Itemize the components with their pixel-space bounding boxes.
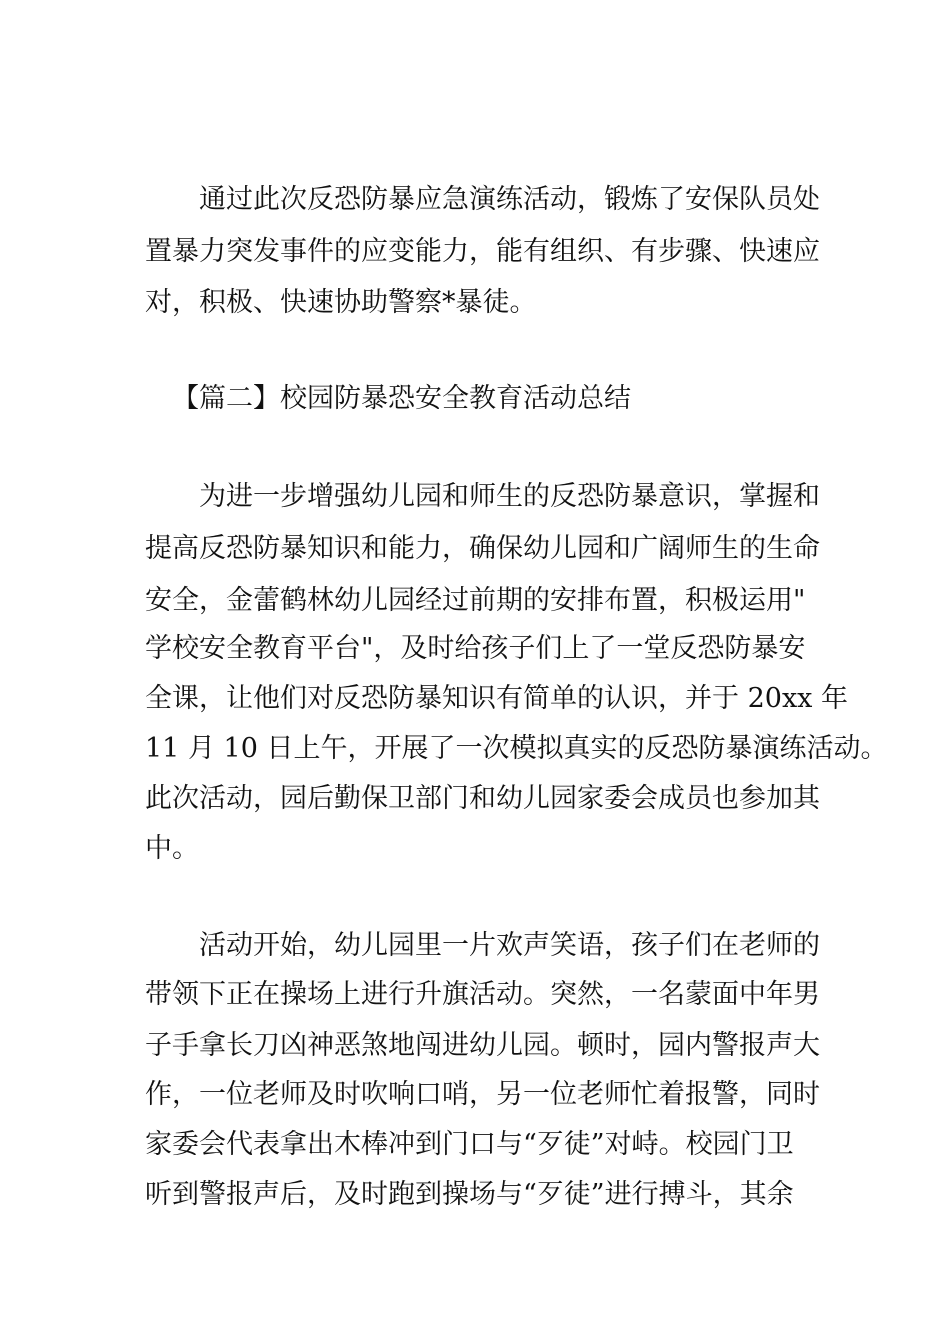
- paragraph-2-line-1: 为进一步增强幼儿园和师生的反恐防暴意识，掌握和: [199, 481, 820, 512]
- paragraph-3-line-5: 家委会代表拿出木棒冲到门口与“歹徒”对峙。校园门卫: [145, 1129, 794, 1160]
- paragraph-3-line-2: 带领下正在操场上进行升旗活动。突然，一名蒙面中年男: [145, 979, 820, 1010]
- paragraph-3-line-4: 作，一位老师及时吹响口哨，另一位老师忙着报警，同时: [145, 1079, 820, 1110]
- paragraph-2-line-4: 学校安全教育平台"，及时给孩子们上了一堂反恐防暴安: [145, 633, 806, 664]
- paragraph-2-line-8: 中。: [145, 833, 199, 864]
- paragraph-1-line-1: 通过此次反恐防暴应急演练活动，锻炼了安保队员处: [199, 184, 820, 215]
- paragraph-2-line-6: 11 月 10 日上午，开展了一次模拟真实的反恐防暴演练活动。: [145, 733, 888, 764]
- paragraph-2-line-3: 安全，金蕾鹤林幼儿园经过前期的安排布置，积极运用": [145, 585, 806, 616]
- paragraph-3-line-6: 听到警报声后，及时跑到操场与“歹徒”进行搏斗，其余: [145, 1179, 794, 1210]
- paragraph-3-line-1: 活动开始，幼儿园里一片欢声笑语，孩子们在老师的: [199, 930, 820, 961]
- paragraph-2-line-7: 此次活动，园后勤保卫部门和幼儿园家委会成员也参加其: [145, 783, 820, 814]
- paragraph-1-line-2: 置暴力突发事件的应变能力，能有组织、有步骤、快速应: [145, 236, 820, 267]
- paragraph-2-line-2: 提高反恐防暴知识和能力，确保幼儿园和广阔师生的生命: [145, 533, 820, 564]
- paragraph-2-line-5: 全课，让他们对反恐防暴知识有简单的认识，并于 20xx 年: [145, 683, 848, 714]
- paragraph-1-line-3: 对，积极、快速协助警察*暴徒。: [145, 287, 537, 318]
- paragraph-3-line-3: 子手拿长刀凶神恶煞地闯进幼儿园。顿时，园内警报声大: [145, 1030, 820, 1061]
- section-heading: 【篇二】校园防暴恐安全教育活动总结: [172, 383, 631, 414]
